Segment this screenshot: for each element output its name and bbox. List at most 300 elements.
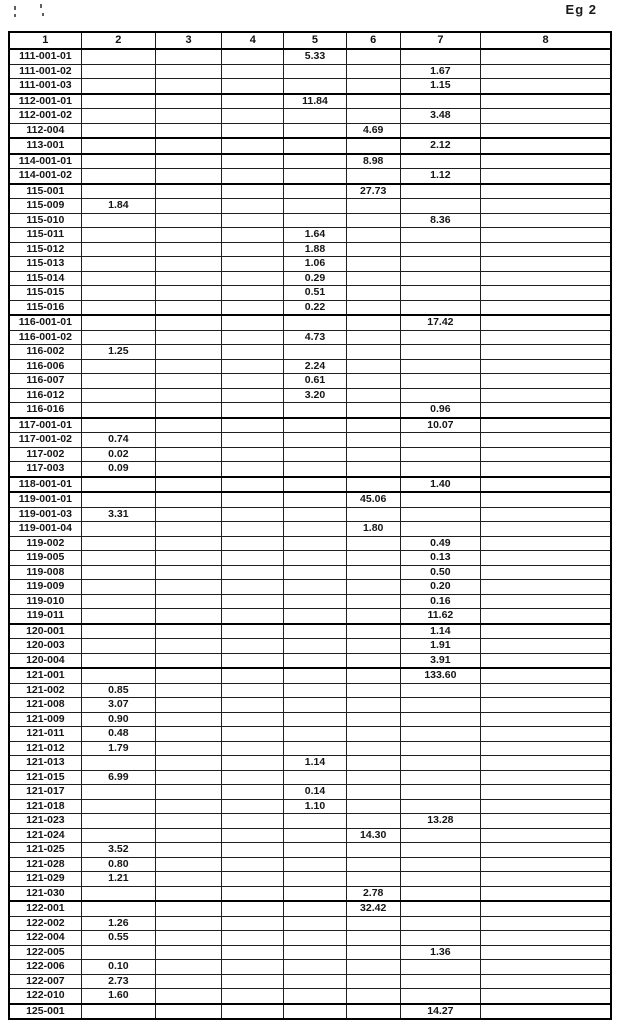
table-row [9,507,611,522]
empty-cell [346,565,400,580]
empty-cell [481,184,611,199]
header-row [9,32,611,49]
empty-cell [222,477,284,493]
empty-cell [222,668,284,683]
empty-cell [400,300,480,315]
empty-cell [222,94,284,109]
empty-cell [481,901,611,916]
empty-cell [400,447,480,462]
empty-cell [400,374,480,389]
empty-cell [222,169,284,184]
empty-cell [400,756,480,771]
empty-cell [481,374,611,389]
value-cell: 5.33 [284,49,346,64]
column-header: 1 [9,32,81,49]
empty-cell [284,123,346,138]
value-cell: 11.62 [400,609,480,624]
empty-cell [155,770,221,785]
empty-cell [155,123,221,138]
empty-cell [346,418,400,433]
empty-cell [284,698,346,713]
empty-cell [346,799,400,814]
empty-cell [222,345,284,360]
empty-cell [81,785,155,800]
table-row [9,828,611,843]
empty-cell [400,974,480,989]
empty-cell [400,49,480,64]
row-id-cell: 121-013 [9,756,81,771]
value-cell: 1.36 [400,945,480,960]
empty-cell [155,901,221,916]
row-id-cell: 119-001-01 [9,492,81,507]
empty-cell [284,989,346,1004]
empty-cell [284,345,346,360]
empty-cell [346,945,400,960]
row-id-cell: 117-003 [9,462,81,477]
empty-cell [81,242,155,257]
empty-cell [481,551,611,566]
empty-cell [346,271,400,286]
empty-cell [481,974,611,989]
value-cell: 3.31 [81,507,155,522]
empty-cell [481,698,611,713]
value-cell: 1.21 [81,872,155,887]
value-cell: 1.80 [346,522,400,537]
empty-cell [346,960,400,975]
table-row [9,403,611,418]
empty-cell [481,109,611,124]
empty-cell [155,388,221,403]
empty-cell [284,594,346,609]
value-cell: 0.55 [81,931,155,946]
empty-cell [155,374,221,389]
empty-cell [481,668,611,683]
empty-cell [284,609,346,624]
empty-cell [222,624,284,639]
empty-cell [284,770,346,785]
empty-cell [222,565,284,580]
empty-cell [400,507,480,522]
empty-cell [222,388,284,403]
empty-cell [222,433,284,448]
value-cell: 4.73 [284,330,346,345]
empty-cell [155,49,221,64]
value-cell: 0.10 [81,960,155,975]
empty-cell [155,507,221,522]
empty-cell [346,359,400,374]
table-row [9,109,611,124]
empty-cell [481,989,611,1004]
row-id-cell: 121-023 [9,814,81,829]
empty-cell [346,741,400,756]
empty-cell [222,300,284,315]
empty-cell [400,857,480,872]
empty-cell [284,814,346,829]
scan-artifact [42,13,44,16]
value-cell: 1.26 [81,916,155,931]
row-id-cell: 115-013 [9,257,81,272]
table-row [9,668,611,683]
empty-cell [400,727,480,742]
table-row [9,184,611,199]
table-row [9,462,611,477]
row-id-cell: 121-018 [9,799,81,814]
empty-cell [346,447,400,462]
empty-cell [155,138,221,154]
table-row [9,447,611,462]
empty-cell [81,154,155,169]
empty-cell [284,683,346,698]
empty-cell [346,843,400,858]
empty-cell [155,403,221,418]
value-cell: 1.14 [400,624,480,639]
empty-cell [346,609,400,624]
table-row [9,609,611,624]
empty-cell [222,403,284,418]
empty-cell [155,594,221,609]
row-id-cell: 115-014 [9,271,81,286]
empty-cell [222,828,284,843]
empty-cell [155,184,221,199]
empty-cell [481,565,611,580]
row-id-cell: 121-029 [9,872,81,887]
empty-cell [481,462,611,477]
row-id-cell: 113-001 [9,138,81,154]
empty-cell [155,551,221,566]
empty-cell [481,492,611,507]
table-row [9,901,611,916]
value-cell: 0.51 [284,286,346,301]
table-row [9,857,611,872]
empty-cell [222,536,284,551]
row-id-cell: 112-004 [9,123,81,138]
value-cell: 2.24 [284,359,346,374]
empty-cell [481,916,611,931]
value-cell: 0.80 [81,857,155,872]
empty-cell [222,960,284,975]
row-id-cell: 116-002 [9,345,81,360]
empty-cell [481,330,611,345]
row-id-cell: 111-001-03 [9,79,81,94]
empty-cell [155,228,221,243]
empty-cell [284,974,346,989]
empty-cell [81,565,155,580]
empty-cell [155,109,221,124]
empty-cell [222,462,284,477]
table-row [9,138,611,154]
empty-cell [81,492,155,507]
empty-cell [346,462,400,477]
value-cell: 3.52 [81,843,155,858]
row-id-cell: 121-015 [9,770,81,785]
table-row [9,388,611,403]
column-header: 2 [81,32,155,49]
table-row [9,199,611,214]
empty-cell [481,843,611,858]
empty-cell [481,359,611,374]
empty-cell [346,286,400,301]
empty-cell [284,712,346,727]
empty-cell [284,843,346,858]
empty-cell [155,1004,221,1020]
empty-cell [481,799,611,814]
empty-cell [81,64,155,79]
row-id-cell: 121-028 [9,857,81,872]
empty-cell [400,242,480,257]
table-row [9,785,611,800]
table-row [9,916,611,931]
empty-cell [346,974,400,989]
empty-cell [155,300,221,315]
empty-cell [481,213,611,228]
empty-cell [346,653,400,668]
empty-cell [400,712,480,727]
empty-cell [481,785,611,800]
row-id-cell: 114-001-01 [9,154,81,169]
table-row [9,624,611,639]
row-id-cell: 125-001 [9,1004,81,1020]
row-id-cell: 116-007 [9,374,81,389]
value-cell: 0.29 [284,271,346,286]
empty-cell [155,945,221,960]
row-id-cell: 122-006 [9,960,81,975]
empty-cell [284,727,346,742]
empty-cell [222,138,284,154]
empty-cell [400,931,480,946]
empty-cell [222,492,284,507]
empty-cell [400,843,480,858]
table-row [9,814,611,829]
table-row [9,770,611,785]
empty-cell [346,199,400,214]
empty-cell [81,257,155,272]
empty-cell [481,522,611,537]
empty-cell [346,580,400,595]
empty-cell [481,418,611,433]
empty-cell [346,698,400,713]
value-cell: 0.13 [400,551,480,566]
table-row [9,330,611,345]
empty-cell [222,64,284,79]
empty-cell [222,418,284,433]
empty-cell [222,799,284,814]
value-cell: 1.88 [284,242,346,257]
empty-cell [155,199,221,214]
empty-cell [284,536,346,551]
table-row [9,872,611,887]
table-row [9,79,611,94]
row-id-cell: 120-003 [9,639,81,654]
empty-cell [346,138,400,154]
empty-cell [284,857,346,872]
empty-cell [155,653,221,668]
empty-cell [481,64,611,79]
column-header: 4 [222,32,284,49]
empty-cell [400,123,480,138]
empty-cell [81,551,155,566]
table-row [9,886,611,901]
value-cell: 3.48 [400,109,480,124]
table-row [9,698,611,713]
empty-cell [400,388,480,403]
empty-cell [81,799,155,814]
empty-cell [155,624,221,639]
row-id-cell: 115-016 [9,300,81,315]
empty-cell [155,960,221,975]
value-cell: 1.60 [81,989,155,1004]
empty-cell [155,712,221,727]
empty-cell [155,94,221,109]
table-row [9,242,611,257]
empty-cell [346,1004,400,1020]
empty-cell [155,359,221,374]
row-id-cell: 116-001-02 [9,330,81,345]
table-row [9,843,611,858]
empty-cell [155,668,221,683]
empty-cell [400,330,480,345]
empty-cell [481,609,611,624]
empty-cell [400,199,480,214]
empty-cell [400,228,480,243]
empty-cell [346,403,400,418]
empty-cell [400,359,480,374]
table-row [9,154,611,169]
empty-cell [222,653,284,668]
empty-cell [346,872,400,887]
column-header: 6 [346,32,400,49]
empty-cell [400,872,480,887]
empty-cell [284,507,346,522]
empty-cell [155,741,221,756]
empty-cell [284,580,346,595]
empty-cell [222,843,284,858]
empty-cell [481,536,611,551]
row-id-cell: 119-002 [9,536,81,551]
value-cell: 2.73 [81,974,155,989]
empty-cell [346,624,400,639]
row-id-cell: 115-012 [9,242,81,257]
value-cell: 0.61 [284,374,346,389]
empty-cell [81,901,155,916]
value-cell: 0.09 [81,462,155,477]
empty-cell [284,64,346,79]
empty-cell [155,872,221,887]
table-row [9,580,611,595]
row-id-cell: 122-007 [9,974,81,989]
row-id-cell: 121-008 [9,698,81,713]
value-cell: 0.02 [81,447,155,462]
table-row [9,271,611,286]
empty-cell [481,945,611,960]
value-cell: 13.28 [400,814,480,829]
empty-cell [346,857,400,872]
table-row [9,418,611,433]
empty-cell [222,974,284,989]
empty-cell [481,94,611,109]
empty-cell [155,286,221,301]
empty-cell [155,857,221,872]
empty-cell [222,154,284,169]
empty-cell [81,286,155,301]
row-id-cell: 119-005 [9,551,81,566]
empty-cell [155,785,221,800]
empty-cell [155,345,221,360]
empty-cell [346,551,400,566]
empty-cell [346,639,400,654]
empty-cell [346,300,400,315]
empty-cell [155,609,221,624]
table-row [9,727,611,742]
empty-cell [481,960,611,975]
table-row [9,522,611,537]
empty-cell [284,828,346,843]
empty-cell [481,345,611,360]
value-cell: 1.06 [284,257,346,272]
empty-cell [346,242,400,257]
empty-cell [222,79,284,94]
table-row [9,359,611,374]
row-id-cell: 120-004 [9,653,81,668]
row-id-cell: 111-001-01 [9,49,81,64]
empty-cell [284,653,346,668]
row-id-cell: 117-002 [9,447,81,462]
row-id-cell: 115-010 [9,213,81,228]
empty-cell [222,447,284,462]
empty-cell [284,741,346,756]
row-id-cell: 121-012 [9,741,81,756]
empty-cell [81,624,155,639]
empty-cell [346,477,400,493]
table-row [9,433,611,448]
table-row [9,594,611,609]
empty-cell [81,668,155,683]
empty-cell [481,814,611,829]
table-row [9,213,611,228]
value-cell: 0.14 [284,785,346,800]
empty-cell [81,138,155,154]
empty-cell [481,886,611,901]
empty-cell [481,49,611,64]
empty-cell [222,1004,284,1020]
table-row [9,286,611,301]
empty-cell [284,403,346,418]
empty-cell [481,154,611,169]
row-id-cell: 119-011 [9,609,81,624]
table-row [9,551,611,566]
value-cell: 0.16 [400,594,480,609]
value-cell: 133.60 [400,668,480,683]
value-cell: 2.78 [346,886,400,901]
empty-cell [481,756,611,771]
empty-cell [155,433,221,448]
empty-cell [481,727,611,742]
empty-cell [346,683,400,698]
column-header: 7 [400,32,480,49]
empty-cell [346,228,400,243]
table-row [9,169,611,184]
empty-cell [481,639,611,654]
empty-cell [346,916,400,931]
empty-cell [222,315,284,330]
value-cell: 8.98 [346,154,400,169]
row-id-cell: 115-001 [9,184,81,199]
empty-cell [284,199,346,214]
row-id-cell: 121-030 [9,886,81,901]
empty-cell [400,522,480,537]
empty-cell [155,698,221,713]
empty-cell [346,109,400,124]
empty-cell [155,989,221,1004]
